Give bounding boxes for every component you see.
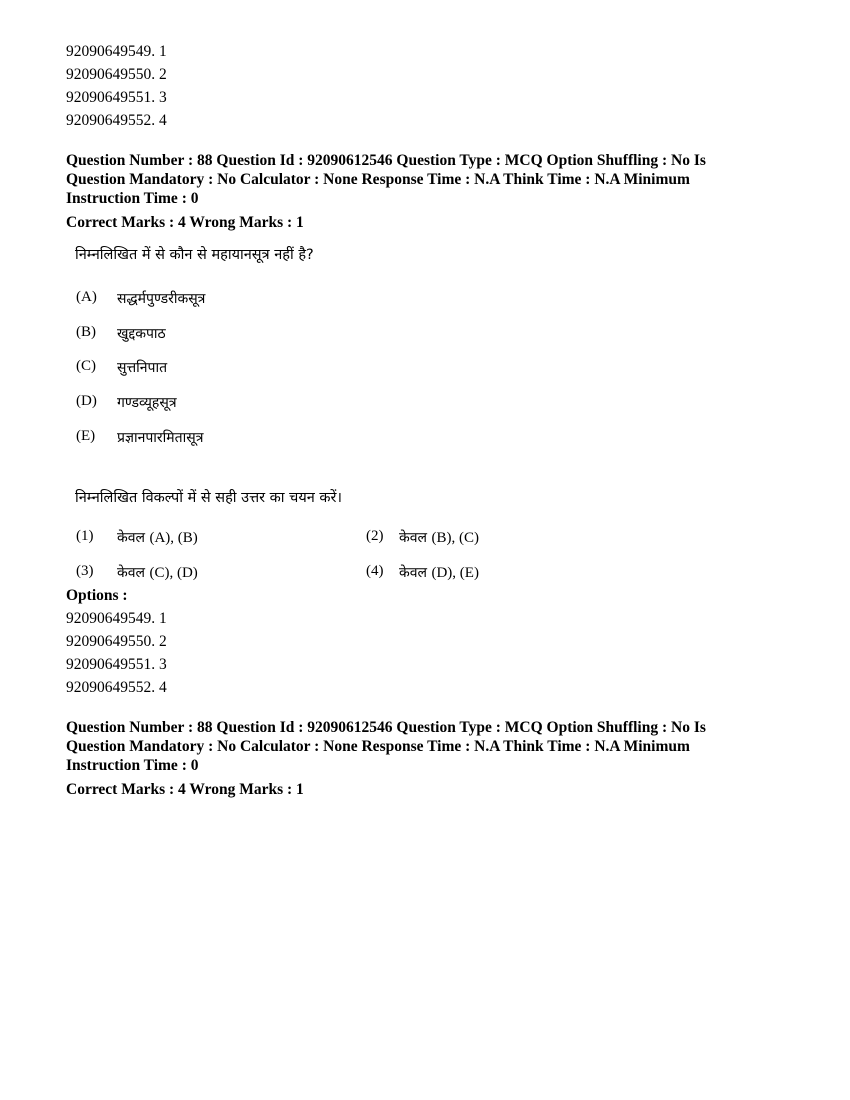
question-header <box>66 718 786 799</box>
item-text: खुद्दकपाठ <box>117 326 166 342</box>
options-heading: Options : <box>66 587 128 604</box>
choice-text <box>399 563 479 582</box>
option-line: 92090649552. 4 <box>66 112 167 129</box>
option-line: 92090649551. 3 <box>66 656 167 673</box>
choice-letters: (B), (C) <box>431 530 479 546</box>
choice-word: केवल <box>117 530 146 546</box>
question-meta-line: Question Number : 88 Question Id : 92090612546 Question Type : MCQ Option Shuffling : No Is <box>66 719 706 736</box>
option-line: 92090649552. 4 <box>66 679 167 696</box>
item-text: गण्डव्यूहसूत्र <box>117 395 177 411</box>
question-text: निम्नलिखित में से कौन से महायानसूत्र नहीं है? <box>75 247 314 263</box>
question-meta-line: Question Mandatory : No Calculator : None Response Time : N.A Think Time : N.A Minimum <box>66 171 690 188</box>
item-label: (B) <box>76 324 96 340</box>
choice-word: केवल <box>399 565 428 581</box>
item-text: सद्धर्मपुण्डरीकसूत्र <box>117 291 206 307</box>
question-meta-line: Instruction Time : 0 <box>66 757 199 774</box>
top-options-list <box>66 40 786 132</box>
option-line: 92090649549. 1 <box>66 610 167 627</box>
choice-letters: (C), (D) <box>149 565 198 581</box>
option-line: 92090649549. 1 <box>66 43 167 60</box>
choice-number: (3) <box>76 563 94 579</box>
instruction-text: निम्नलिखित विकल्पों में से सही उत्तर का चयन करें। <box>75 490 342 506</box>
choice-text <box>117 528 198 547</box>
choice-number: (1) <box>76 528 94 544</box>
item-label: (E) <box>76 428 96 444</box>
document-page <box>66 40 786 799</box>
question-marks: Correct Marks : 4 Wrong Marks : 1 <box>66 214 304 231</box>
choice-letters: (D), (E) <box>431 565 479 581</box>
question-header <box>66 151 786 232</box>
option-line: 92090649550. 2 <box>66 633 167 650</box>
question-meta-line: Question Mandatory : No Calculator : None Response Time : N.A Think Time : N.A Minimum <box>66 738 690 755</box>
choice-word: केवल <box>399 530 428 546</box>
item-label: (C) <box>76 358 96 374</box>
choice-number: (4) <box>366 563 384 579</box>
item-text: सुत्तनिपात <box>117 360 168 376</box>
choice-letters: (A), (B) <box>149 530 198 546</box>
choice-word: केवल <box>117 565 146 581</box>
item-label: (D) <box>76 393 97 409</box>
question-meta-line: Question Number : 88 Question Id : 92090612546 Question Type : MCQ Option Shuffling : No Is <box>66 152 706 169</box>
options-list <box>66 607 786 699</box>
option-line: 92090649550. 2 <box>66 66 167 83</box>
choice-text <box>399 528 479 547</box>
choice-text <box>117 563 198 582</box>
item-label: (A) <box>76 289 97 305</box>
item-text: प्रज्ञानपारमितासूत्र <box>117 430 204 446</box>
question-meta-line: Instruction Time : 0 <box>66 190 199 207</box>
question-body <box>66 234 786 584</box>
question-marks: Correct Marks : 4 Wrong Marks : 1 <box>66 781 304 798</box>
choice-number: (2) <box>366 528 384 544</box>
option-line: 92090649551. 3 <box>66 89 167 106</box>
